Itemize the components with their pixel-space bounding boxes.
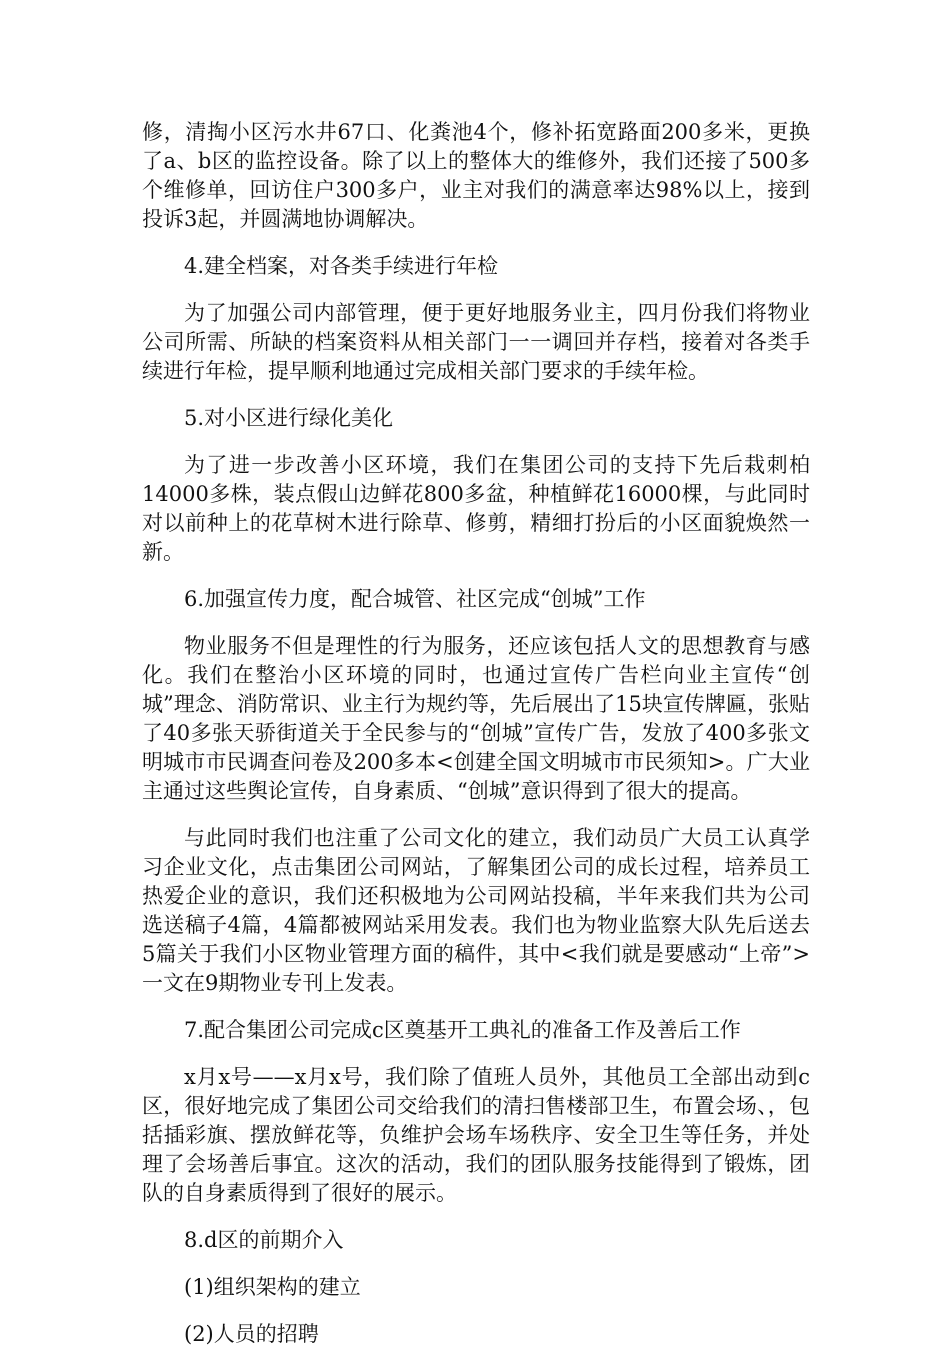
list-item: (1)组织架构的建立 — [184, 1275, 361, 1299]
list-item: (2)人员的招聘 — [184, 1322, 319, 1346]
document-page — [142, 118, 810, 1367]
paragraph: 与此同时我们也注重了公司文化的建立，我们动员广大员工认真学习企业文化，点击集团公司网站，了解集团公司的成长过程，培养员工热爱企业的意识，我们还积极地为公司网站投稿，半年来我们共为公司选送稿子4篇，4篇都被网站采用发表。我们也为物业监察大队先后送去5篇关于我们小区物业管理方面的稿件，其中<我们就是要感动“上帝”>一文在9期物业专刊上发表。 — [142, 826, 810, 995]
paragraph-continued: 修，清掏小区污水井67口、化粪池4个，修补拓宽路面200多米，更换了a、b区的监控设备。除了以上的整体大的维修外，我们还接了500多个维修单，回访住户300多户，业主对我们的满意率达98%以上，接到投诉3起，并圆满地协调解决。 — [142, 120, 810, 231]
section-heading-5: 5.对小区进行绿化美化 — [184, 406, 394, 430]
paragraph: 物业服务不但是理性的行为服务，还应该包括人文的思想教育与感化。我们在整治小区环境的同时，也通过宣传广告栏向业主宣传“创城”理念、消防常识、业主行为规约等，先后展出了15块宣传牌匾，张贴了40多张天骄街道关于全民参与的“创城”宣传广告，发放了400多张文明城市市民调查问卷及200多本<创建全国文明城市市民须知>。广大业主通过这些舆论宣传，自身素质、“创城”意识得到了很大的提高。 — [142, 634, 810, 803]
paragraph: 为了进一步改善小区环境，我们在集团公司的支持下先后栽刺柏14000多株，装点假山边鲜花800多盆，种植鲜花16000棵，与此同时对以前种上的花草树木进行除草、修剪，精细打扮后的小区面貌焕然一新。 — [142, 453, 810, 564]
section-heading-4: 4.建全档案，对各类手续进行年检 — [184, 254, 499, 278]
paragraph: 为了加强公司内部管理，便于更好地服务业主，四月份我们将物业公司所需、所缺的档案资料从相关部门一一调回并存档，接着对各类手续进行年检，提早顺利地通过完成相关部门要求的手续年检。 — [142, 301, 810, 383]
section-heading-6: 6.加强宣传力度，配合城管、社区完成“创城”工作 — [184, 587, 646, 611]
section-heading-8: 8.d区的前期介入 — [184, 1228, 344, 1252]
paragraph: x月x号——x月x号，我们除了值班人员外，其他员工全部出动到c区，很好地完成了集团公司交给我们的清扫售楼部卫生，布置会场、，包括插彩旗、摆放鲜花等，负维护会场车场秩序、安全卫生等任务，并处理了会场善后事宜。这次的活动，我们的团队服务技能得到了锻炼，团队的自身素质得到了很好的展示。 — [142, 1065, 810, 1205]
section-heading-7: 7.配合集团公司完成c区奠基开工典礼的准备工作及善后工作 — [184, 1018, 741, 1042]
